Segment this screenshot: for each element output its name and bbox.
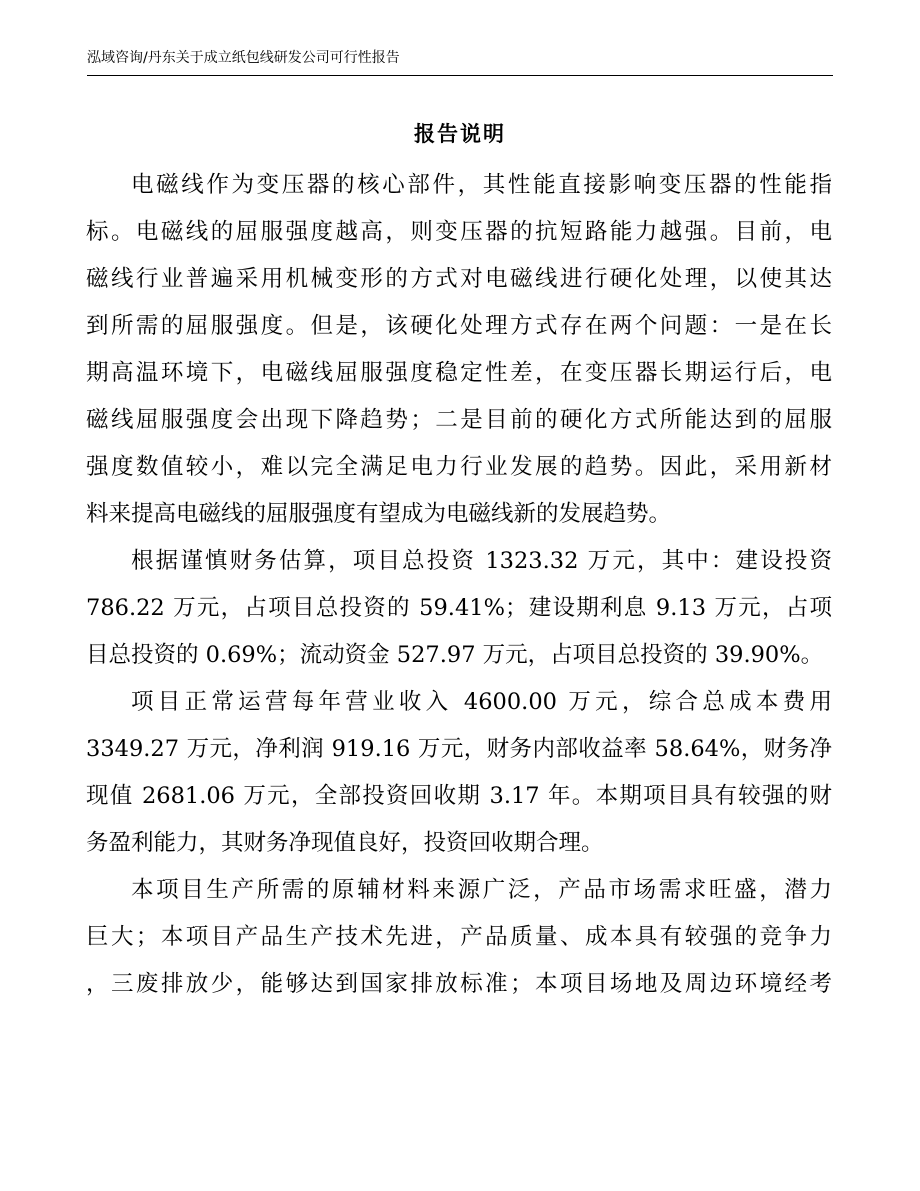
paragraph-line: 项目正常运营每年营业收入 4600.00 万元，综合总成本费用	[131, 689, 832, 715]
paragraph-line: 务盈利能力，其财务净现值良好，投资回收期合理。	[86, 830, 604, 856]
paragraph-line: 3349.27 万元，净利润 919.16 万元，财务内部收益率 58.64%，财务净	[86, 736, 832, 762]
paragraph-line: 料来提高电磁线的屈服强度有望成为电磁线新的发展趋势。	[86, 501, 672, 527]
section-title: 报告说明	[414, 122, 506, 146]
paragraph-line: 标。电磁线的屈服强度越高，则变压器的抗短路能力越强。目前，电	[86, 219, 832, 245]
paragraph-line: 786.22 万元，占项目总投资的 59.41%；建设期利息 9.13 万元，占项	[86, 595, 832, 621]
paragraph-4	[86, 867, 832, 1008]
paragraph-line: 到所需的屈服强度。但是，该硬化处理方式存在两个问题：一是在长	[86, 313, 832, 339]
paragraph-line: 强度数值较小，难以完全满足电力行业发展的趋势。因此，采用新材	[86, 454, 832, 480]
paragraph-line: 目总投资的 0.69%；流动资金 527.97 万元，占项目总投资的 39.90%。	[86, 642, 824, 668]
paragraph-3	[86, 679, 832, 867]
title-spacer	[86, 142, 832, 162]
paragraph-line: 期高温环境下，电磁线屈服强度稳定性差，在变压器长期运行后，电	[86, 360, 832, 386]
body-text	[86, 142, 832, 1008]
header-divider	[87, 75, 833, 76]
paragraph-2	[86, 538, 832, 679]
paragraph-line: 根据谨慎财务估算，项目总投资 1323.32 万元，其中：建设投资	[131, 548, 832, 574]
running-header: 泓域咨询/丹东关于成立纸包线研发公司可行性报告	[87, 50, 400, 66]
paragraph-line: 本项目生产所需的原辅材料来源广泛，产品市场需求旺盛，潜力	[131, 877, 832, 903]
paragraph-line: 磁线行业普遍采用机械变形的方式对电磁线进行硬化处理，以使其达	[86, 266, 832, 292]
paragraph-line: 电磁线作为变压器的核心部件，其性能直接影响变压器的性能指	[131, 172, 832, 198]
paragraph-line: ，三废排放少，能够达到国家排放标准；本项目场地及周边环境经考	[86, 971, 832, 997]
paragraph-1	[86, 162, 832, 538]
paragraph-line: 磁线屈服强度会出现下降趋势；二是目前的硬化方式所能达到的屈服	[86, 407, 832, 433]
paragraph-line: 巨大；本项目产品生产技术先进，产品质量、成本具有较强的竞争力	[86, 924, 832, 950]
paragraph-line: 现值 2681.06 万元，全部投资回收期 3.17 年。本期项目具有较强的财	[86, 783, 832, 809]
